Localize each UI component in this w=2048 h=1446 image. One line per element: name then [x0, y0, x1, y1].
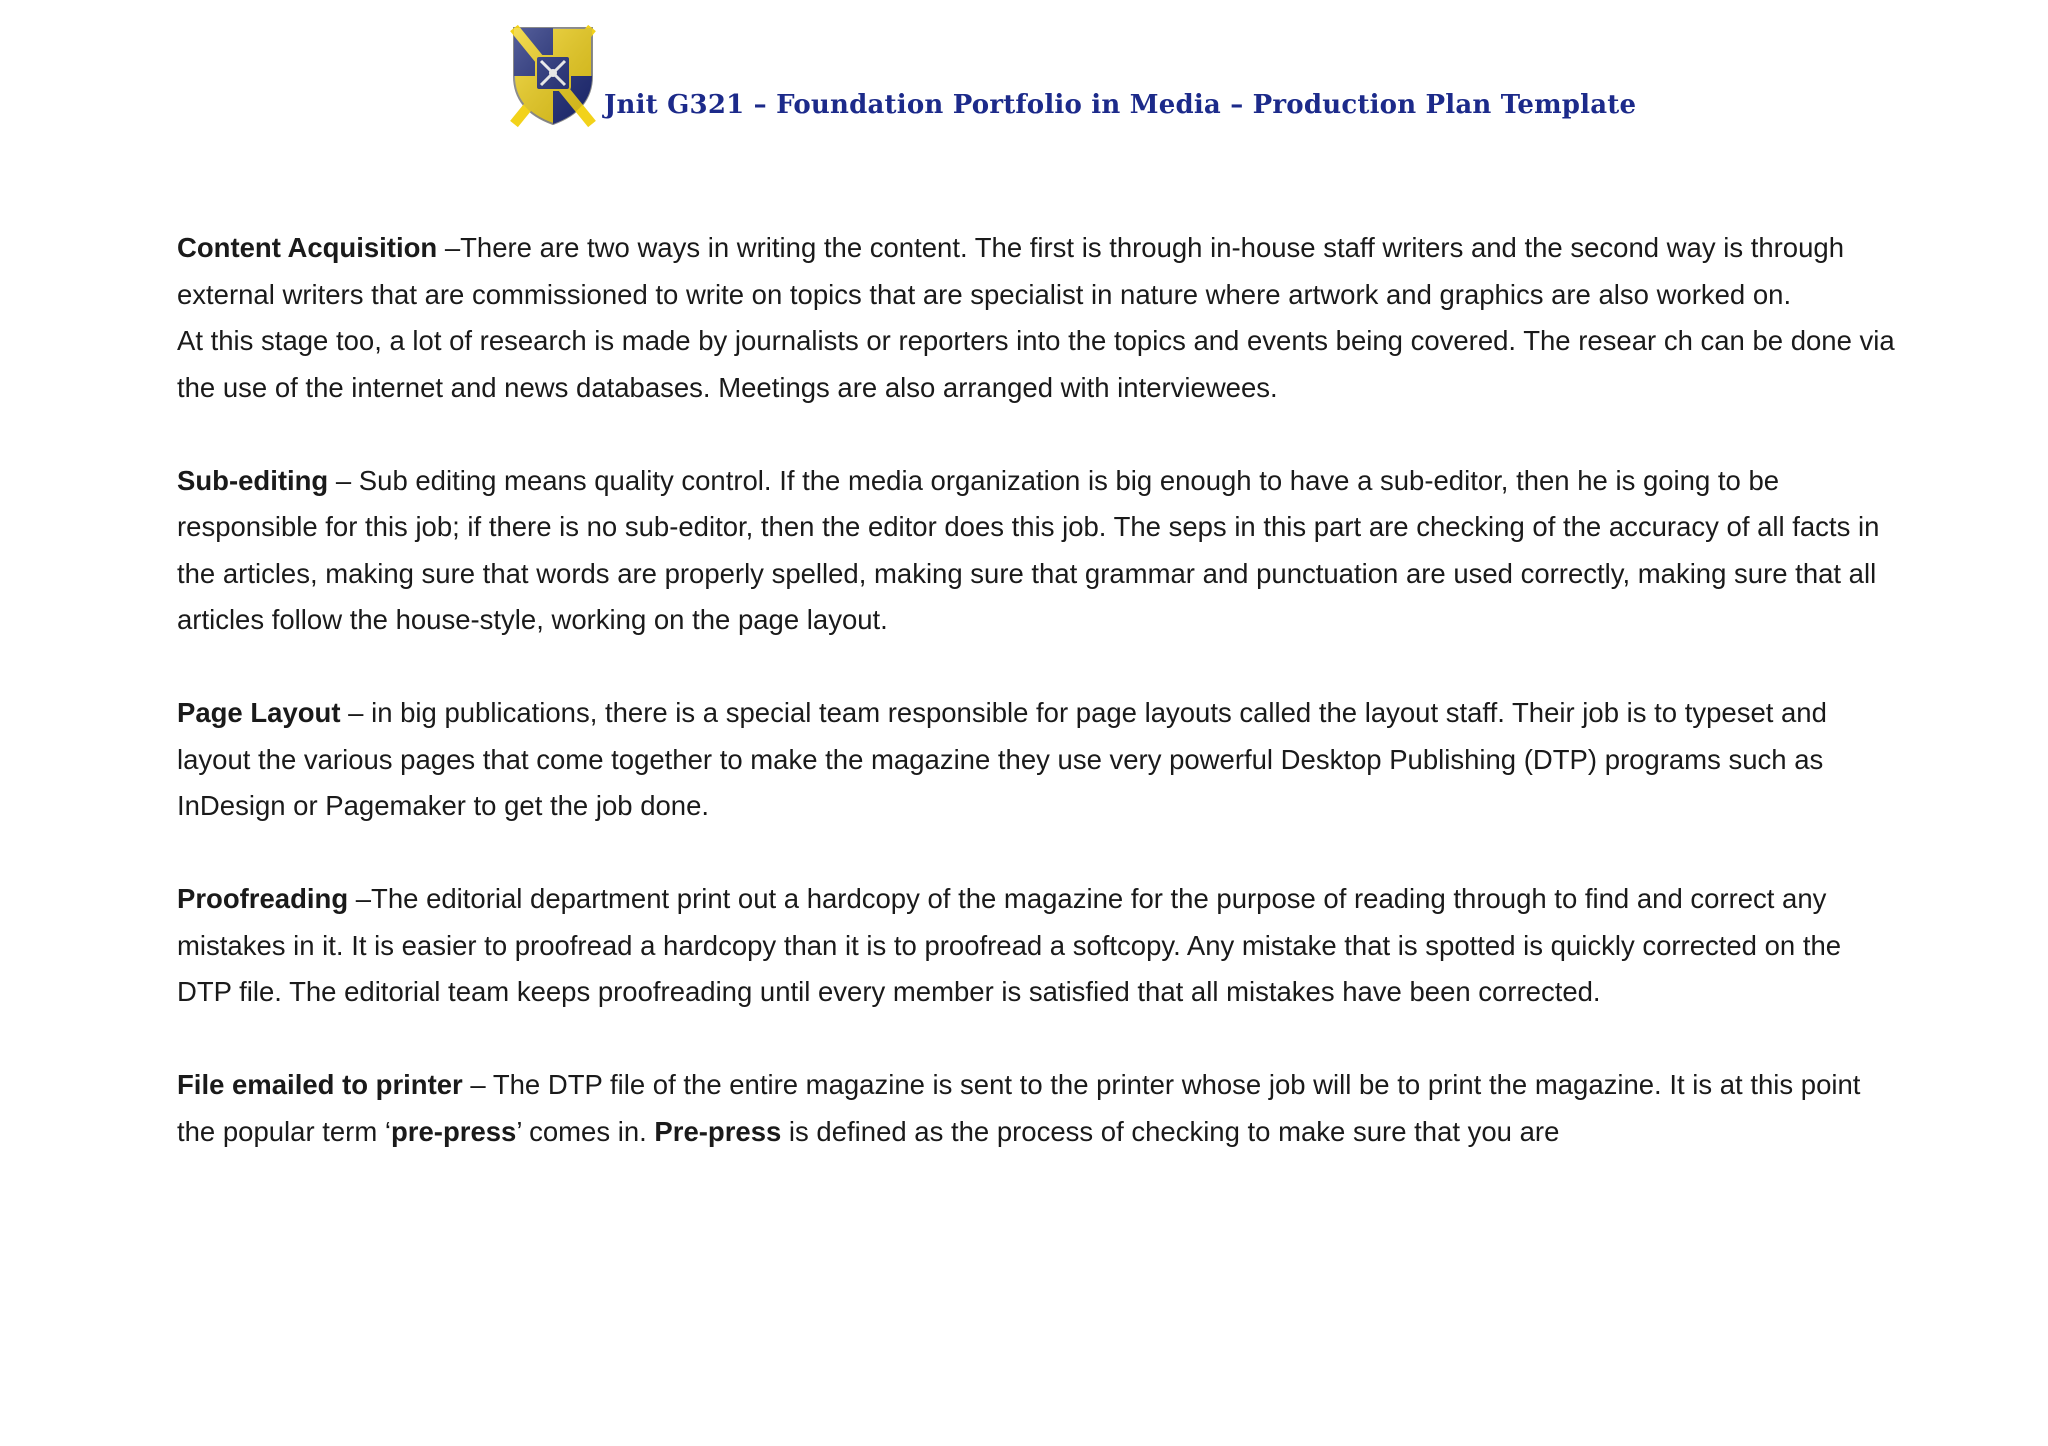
paragraph-proofreading	[177, 876, 1897, 1016]
document-body	[177, 225, 1897, 1155]
file-emailed-text-b: ’ comes in.	[516, 1115, 655, 1147]
content-acquisition-text: –There are two ways in writing the content. The first is through in-house staff writers and the second way is through external writers that are commissioned to write on topics that are specialist in nature where artwork and graphics are also worked on.	[177, 232, 1844, 310]
document-title: Jnit G321 – Foundation Portfolio in Media – Production Plan Template	[604, 90, 1637, 120]
pre-press-term: pre-press	[391, 1115, 517, 1147]
term-sub-editing: Sub-editing	[177, 464, 329, 496]
paragraph-file-emailed	[177, 1062, 1897, 1155]
school-crest-icon	[508, 24, 598, 128]
paragraph-page-layout	[177, 690, 1897, 830]
term-file-emailed: File emailed to printer	[177, 1069, 463, 1100]
file-emailed-text-c: is defined as the process of checking to make sure that you are	[781, 1115, 1560, 1147]
term-proofreading: Proofreading	[177, 883, 349, 914]
page-layout-text: – in big publications, there is a special team responsible for page layouts called the layout staff. Their job is to typeset and layout the various pages that come together to make the magazine they use very powerful Desktop Publishing (DTP) programs such as InDesign or Pagemaker to get the job done.	[177, 697, 1827, 821]
pre-press-definition-term: Pre-press	[654, 1115, 782, 1147]
paragraph-content-acquisition	[177, 225, 1897, 318]
paragraph-sub-editing	[177, 458, 1897, 644]
term-content-acquisition: Content Acquisition	[177, 232, 438, 263]
page-header	[508, 24, 1637, 134]
file-emailed-text-a: – The DTP file of the entire magazine is sent to the printer whose job will be to print the magazine. It is at this point the popular term ‘	[177, 1069, 1861, 1147]
paragraph-research: At this stage too, a lot of research is made by journalists or reporters into the topics and events being covered. The resear ch can be done via the use of the internet and news databases. Meetings are also arranged with interviewees.	[177, 325, 1895, 403]
proofreading-text: –The editorial department print out a hardcopy of the magazine for the purpose of reading through to find and correct any mistakes in it. It is easier to proofread a hardcopy than it is to proofread a softcopy. Any mistake that is spotted is quickly corrected on the DTP file. The editorial team keeps proofreading until every member is satisfied that all mistakes have been corrected.	[177, 883, 1842, 1007]
term-page-layout: Page Layout	[177, 697, 341, 728]
sub-editing-text: – Sub editing means quality control. If the media organization is big enough to have a sub-editor, then he is going to be responsible for this job; if there is no sub-editor, then the editor does this job. The seps in this part are checking of the accuracy of all facts in the articles, making sure that words are properly spelled, making sure that grammar and punctuation are used correctly, making sure that all articles follow the house-style, working on the page layout.	[177, 464, 1880, 635]
